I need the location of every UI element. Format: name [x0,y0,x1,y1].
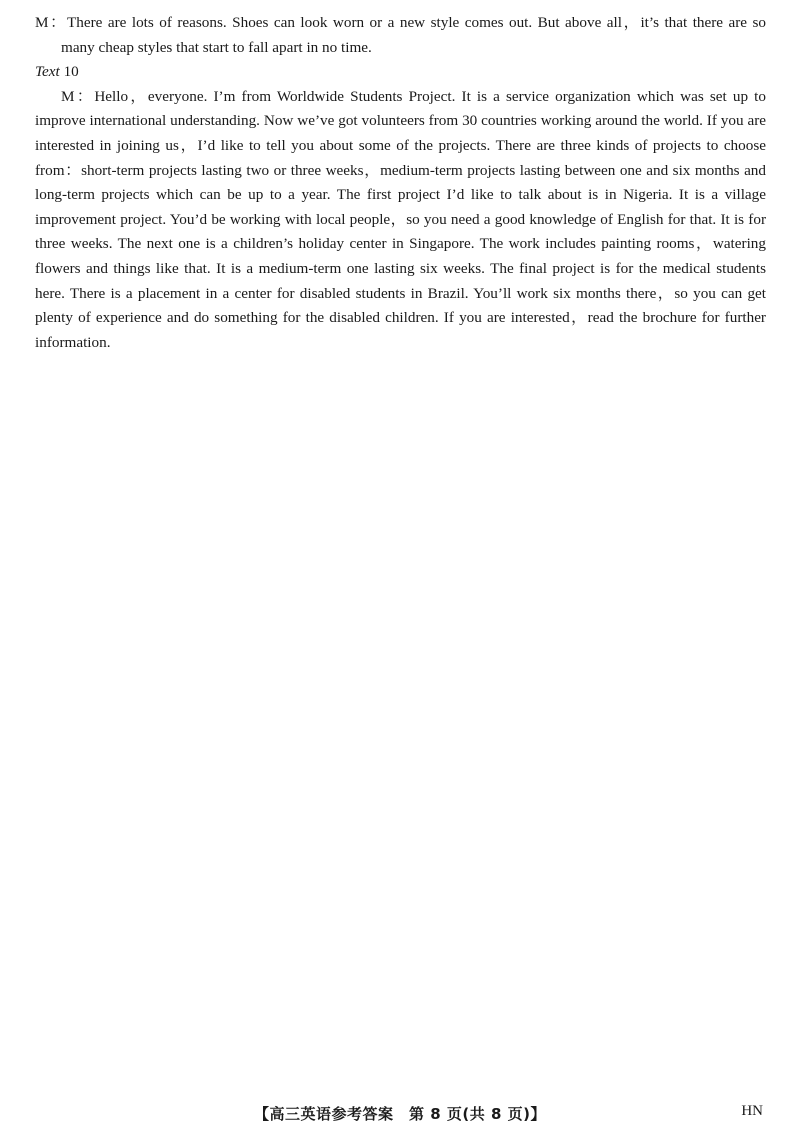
monologue-paragraph: M：Hello，everyone. I’m from Worldwide Students Project. It is a service organization which was set up to improve international understanding. Now we’ve got volunteers from 30 countries working around the world. If you are interested in joining us，I’d like to tell you about some of the projects. There are three kinds of projects to choose from：short-term projects lasting two or three weeks，medium-term projects lasting between one and six months and long-term projects which can be up to a year. The first project I’d like to talk about is in Nigeria. It is a village improvement project. You’d be working with local people，so you need a good knowledge of English for that. It is for three weeks. The next one is a children’s holiday center in Singapore. The work includes painting rooms，watering flowers and things like that. It is a medium-term one lasting six weeks. The final project is for the medical students here. There is a placement in a center for disabled students in Brazil. You’ll work six months there，so you can get plenty of experience and do something for the disabled children. If you are interested，read the brochure for further information. [35,87,766,351]
section-heading-number: 10 [63,63,79,81]
section-heading-label: Text [35,63,60,81]
page-footer [0,1103,800,1127]
footer-page-info: 【高三英语参考答案 第 8 页(共 8 页)】 [254,1105,546,1123]
document-body [35,11,766,355]
previous-dialogue-continuation: many cheap styles that start to fall apart in no time. [61,38,372,56]
footer-region-code: HN [741,1103,763,1119]
previous-dialogue-line: M：There are lots of reasons. Shoes can look worn or a new style comes out. But above all，it’s that there are so [35,14,766,31]
section-heading [35,60,766,85]
